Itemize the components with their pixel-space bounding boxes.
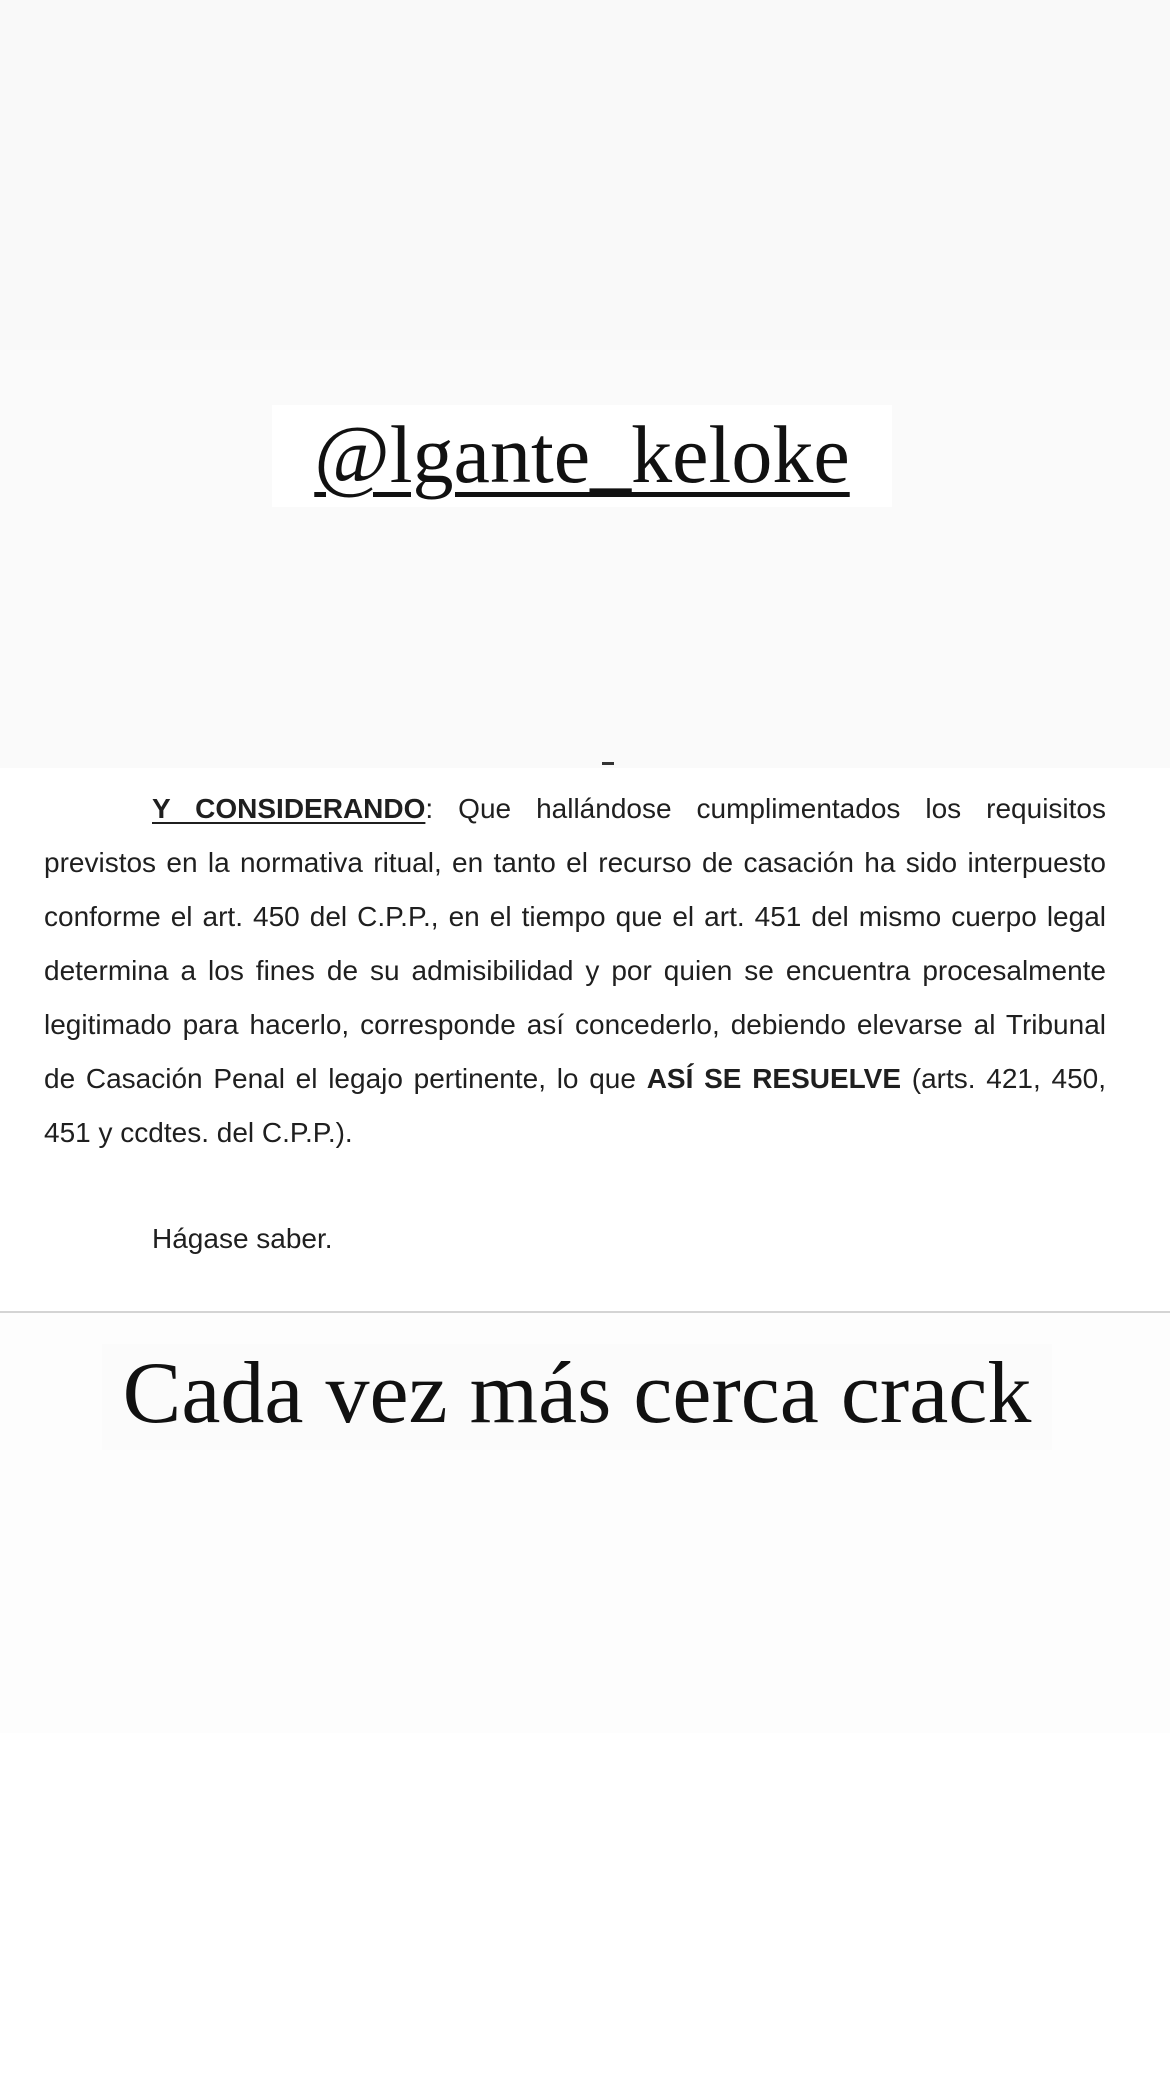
resolution-text-2: (arts. 421, 450, 451 y ccdtes. del C.P.P.). [44, 1063, 1107, 1148]
closing-line: Hágase saber. [152, 1223, 333, 1254]
story-caption: Cada vez más cerca crack [122, 1345, 1032, 1442]
story-background-top [0, 0, 1170, 350]
mention-handle[interactable]: @lgante_keloke [314, 409, 850, 500]
caption-sticker [102, 1344, 1052, 1450]
resolution-paragraph [44, 782, 1106, 1160]
resolution-emphasis: ASÍ SE RESUELVE [646, 1063, 902, 1094]
resolution-heading: Y CONSIDERANDO [152, 793, 426, 824]
document-mark [602, 762, 614, 765]
story-background-foot [0, 1733, 1170, 2079]
mention-sticker[interactable] [272, 405, 892, 507]
resolution-text-1: : Que hallándose cumplimentados los requisitos previstos en la normativa ritual, en tanto el recurso de casación ha sido interpuesto conforme el art. 450 del C.P.P., en el tiempo que el art. 451 del mismo cuerpo legal determina a los fines de su admisibilidad y por quien se encuentra procesalmente legitimado para hacerlo, corresponde así concederlo, debiendo elevarse al Tribunal de Casación Penal el legajo pertinente, lo que [44, 793, 1106, 1094]
